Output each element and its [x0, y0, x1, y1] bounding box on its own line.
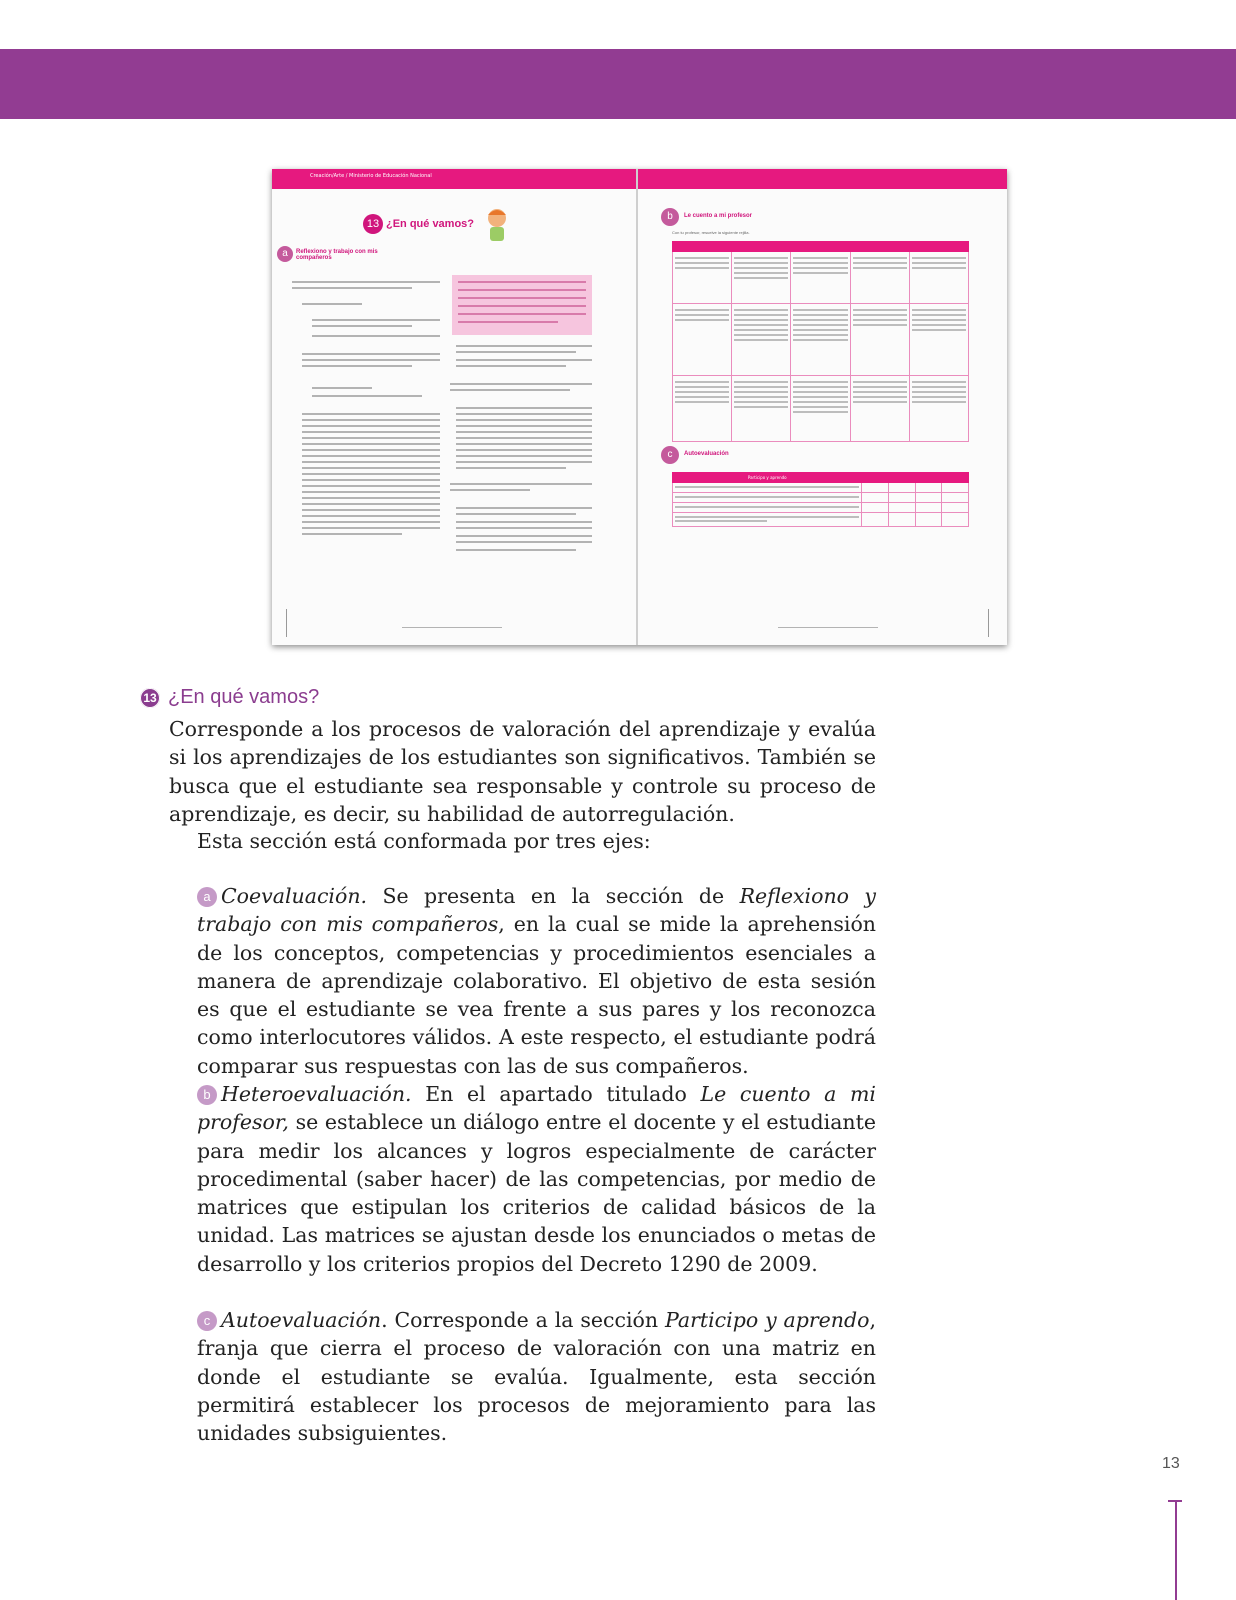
axis-b-term: Heteroevaluación. [221, 1082, 412, 1106]
thumbnail-assessment-matrix [672, 241, 969, 442]
boy-illustration-icon [484, 207, 510, 243]
axis-b-reference: Le cuento a mi profesor, [197, 1082, 876, 1135]
thumbnail-badge-a: a [277, 246, 293, 262]
page-number: 13 [1162, 1455, 1180, 1472]
thumbnail-right-page [638, 169, 1002, 645]
thumbnail-left-page [272, 169, 636, 645]
thumbnail-self-assessment-table [672, 472, 969, 527]
book-spread-thumbnail [272, 169, 1007, 645]
thumbnail-main-title: ¿En qué vamos? [386, 218, 475, 230]
axis-autoevaluacion: c Autoevaluación. Corresponde a la sección Participo y aprendo, franja que cierra el proceso de valoración con una matriz en donde el estudiante se evalúa. Igualmente, esta sección permitirá establecer los procesos de mejoramiento para las unidades subsiguientes. [197, 1308, 877, 1446]
header-band [0, 49, 1236, 119]
thumbnail-badge-c: c [661, 446, 679, 464]
thumbnail-main-badge: 13 [363, 214, 383, 234]
thumbnail-table-c-header: Participo y aprendo [673, 473, 862, 483]
thumbnail-badge-b: b [661, 208, 679, 226]
axis-c-term: Autoevaluación [221, 1308, 382, 1332]
section-intro: Corresponde a los procesos de valoración del aprendizaje y evalúa si los aprendizajes de los estudiantes son significativos. También se busca que el estudiante sea responsable y controle su proceso de aprendizaje, es decir, su habilidad de autorregulación. [169, 717, 876, 826]
thumbnail-section-a-title: Reflexiono y trabajo con mis compañeros [296, 249, 378, 261]
thumbnail-section-b-title: Le cuento a mi profesor [684, 213, 753, 219]
thumbnail-section-b-note: Con tu profesor, resuelve la siguiente rejilla. [672, 230, 750, 235]
axis-c-badge: c [197, 1311, 217, 1331]
section-title [140, 686, 319, 709]
axis-heteroevaluacion: b Heteroevaluación. En el apartado titulado Le cuento a mi profesor, se establece un diálogo entre el docente y el estudiante para medir los alcances y logros especialmente de carácter procedimental (saber hacer) de las competencias, por medio de matrices que estipulan los criterios de calidad básicos de la unidad. Las matrices se ajustan desde los enunciados o metas de desarrollo y los criterios propios del Decreto 1290 de 2009. [197, 1082, 876, 1276]
axis-b-badge: b [197, 1085, 217, 1105]
section-title-text: ¿En qué vamos? [168, 686, 320, 708]
axis-c-reference: Participo y aprendo [664, 1308, 870, 1332]
axis-coevaluacion: a Coevaluación. Se presenta en la sección de Reflexiono y trabajo con mis compañeros, en la cual se mide la aprehensión de los conceptos, competencias y procedimientos esenciales a manera de aprendizaje colaborativo. El objetivo de esta sesión es que el estudiante se vea frente a sus pares y los reconozca como interlocutores válidos. A este respecto, el estudiante podrá comparar sus respuestas con las de sus compañeros. [197, 884, 876, 1078]
page-edge-line [1175, 1500, 1177, 1600]
thumbnail-section-c-title: Autoevaluación [684, 451, 729, 457]
thumbnail-header-text: Creación/Arte / Ministerio de Educación Nacional [310, 173, 432, 179]
section-number-badge: 13 [140, 688, 160, 708]
axes-intro: Esta sección está conformada por tres ejes: [197, 829, 651, 853]
axis-a-term: Coevaluación. [221, 884, 368, 908]
axis-a-badge: a [197, 887, 217, 907]
axis-a-reference: Reflexiono y trabajo con mis compañeros [197, 884, 876, 937]
